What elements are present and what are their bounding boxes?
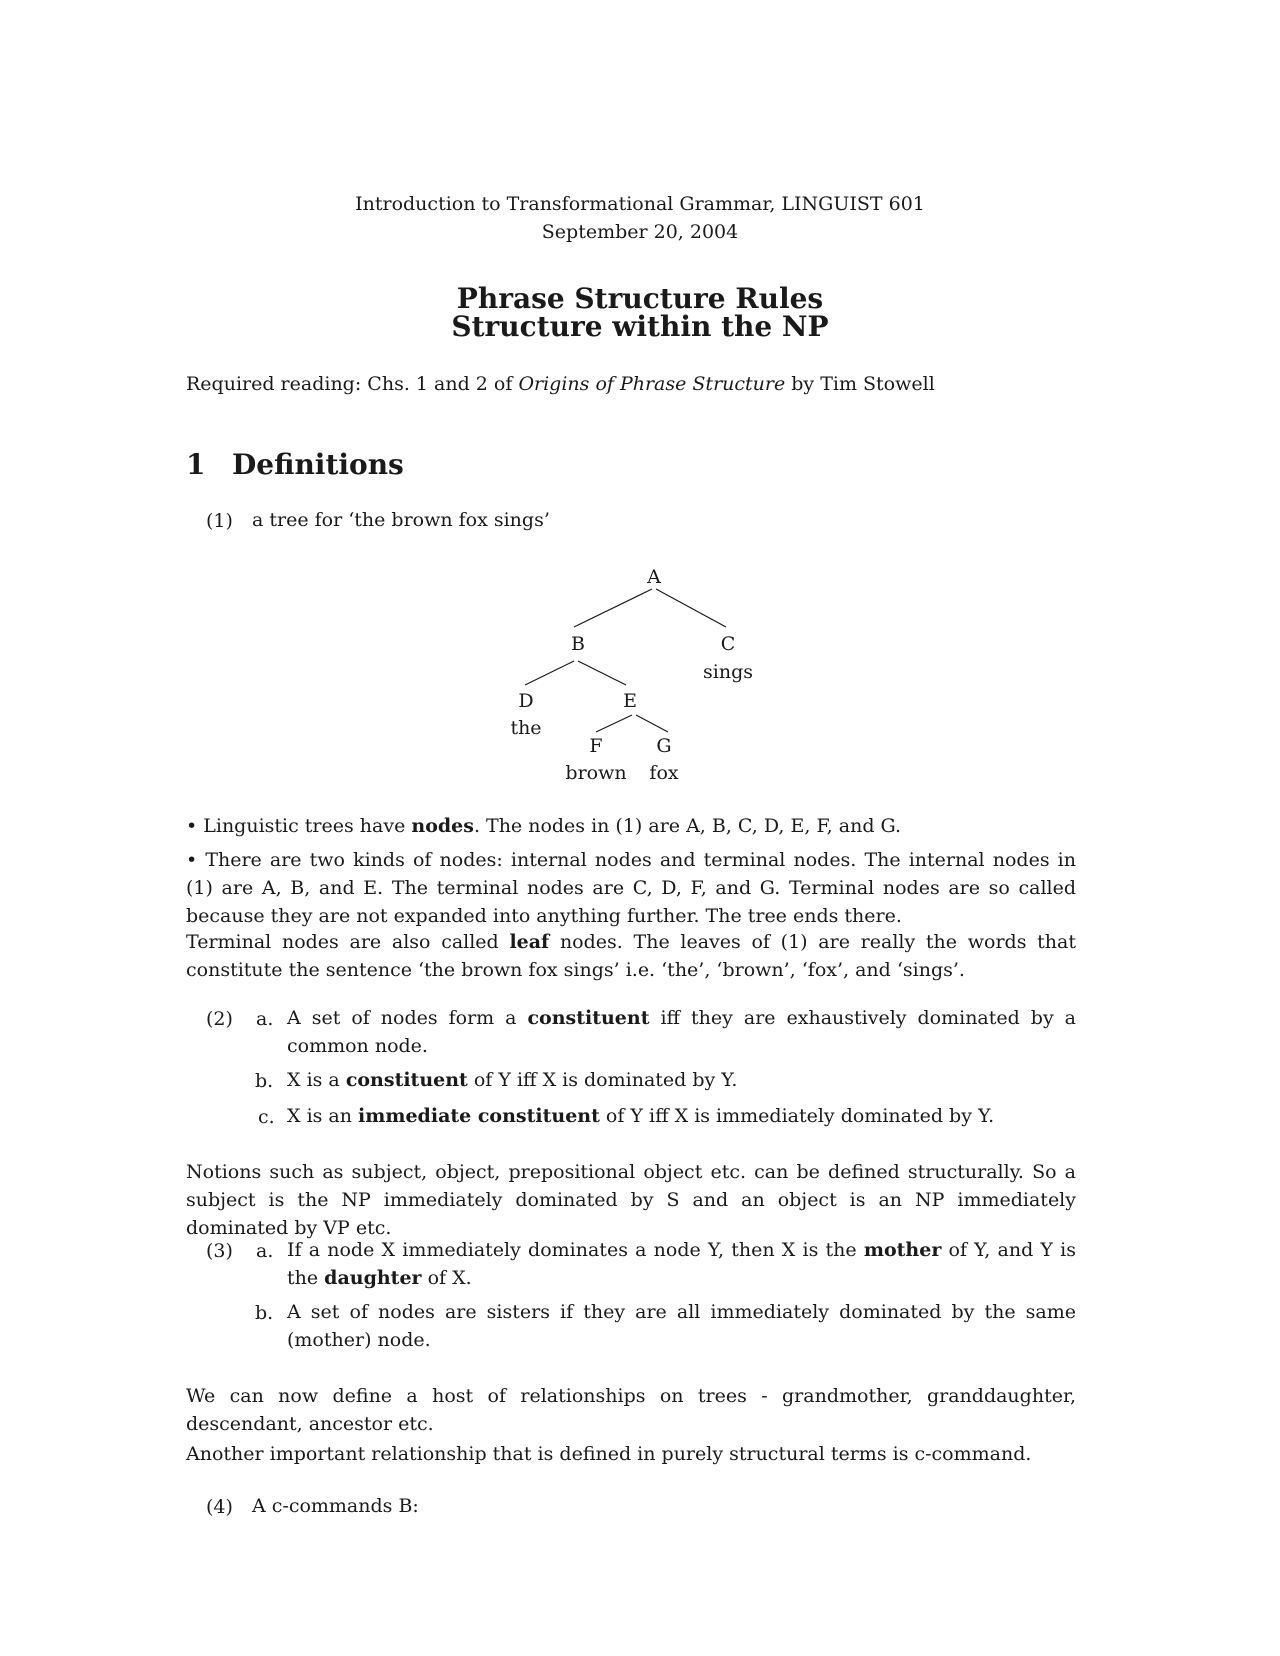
ex2c-post: of Y iff X is immediately dominated by Y. bbox=[599, 1105, 995, 1127]
c-command-paragraph: Another important relationship that is defined in purely structural terms is c-command. bbox=[186, 1443, 1032, 1465]
example-1-number: (1) bbox=[206, 510, 233, 532]
ex3a-pre: If a node X immediately dominates a node Y, then X is the bbox=[287, 1239, 864, 1261]
ex2b-pre: X is a bbox=[287, 1069, 346, 1091]
relations-paragraph: We can now define a host of relationships on trees - grandmother, granddaughter, descendant, ancestor etc. bbox=[186, 1385, 1076, 1435]
bullet-kinds-of-nodes: • There are two kinds of nodes: internal nodes and terminal nodes. The internal nodes in (1) are A, B, and E. The terminal nodes are C, D, F, and G. Terminal nodes are so called because they are not expanded into anything further. The tree ends there. bbox=[186, 849, 1076, 927]
node-f: F bbox=[589, 735, 603, 757]
ex2a-bold: constituent bbox=[527, 1007, 650, 1029]
node-c: C bbox=[720, 633, 736, 655]
example-3b-text: A set of nodes are sisters if they are all immediately dominated by the same (mother) node. bbox=[287, 1301, 1076, 1351]
ex3a-mid: of Y, and Y is the bbox=[287, 1239, 1076, 1289]
leaf-nodes-paragraph bbox=[186, 928, 1076, 984]
edge-b-e bbox=[578, 661, 626, 685]
example-1-text: a tree for ‘the brown fox sings’ bbox=[252, 509, 550, 531]
node-b: B bbox=[571, 633, 585, 655]
ex2a-post: iff they are exhaustively dominated by a common node. bbox=[287, 1007, 1076, 1057]
edge-a-c bbox=[656, 589, 726, 627]
bullet-1-bold: nodes bbox=[411, 815, 474, 837]
word-the: the bbox=[510, 717, 542, 739]
notions-paragraph: Notions such as subject, object, prepositional object etc. can be defined structurally. So a subject is the NP immediately dominated by S and an object is an NP immediately dominated by VP etc. bbox=[186, 1161, 1076, 1239]
example-2b-text bbox=[287, 1066, 1076, 1094]
ex2c-bold: immediate constituent bbox=[358, 1105, 600, 1127]
example-2c-label: c. bbox=[258, 1106, 275, 1128]
ex3a-bold-mother: mother bbox=[863, 1239, 942, 1261]
bullet-1-post: . The nodes in (1) are A, B, C, D, E, F, and G. bbox=[473, 815, 902, 837]
section-number: 1 bbox=[186, 448, 206, 481]
example-4-text: A c-commands B: bbox=[252, 1495, 419, 1517]
ex3a-bold-daughter: daughter bbox=[324, 1267, 422, 1289]
edge-b-d bbox=[525, 661, 574, 685]
date-header: September 20, 2004 bbox=[541, 221, 739, 243]
example-3-number: (3) bbox=[206, 1240, 233, 1262]
ex2c-pre: X is an bbox=[287, 1105, 359, 1127]
syntax-tree bbox=[0, 0, 1280, 800]
ex3a-post: of X. bbox=[421, 1267, 472, 1289]
node-e: E bbox=[623, 690, 637, 712]
example-2a-text bbox=[287, 1004, 1076, 1060]
node-a: A bbox=[647, 566, 661, 588]
example-4-number: (4) bbox=[206, 1496, 233, 1518]
leaf-bold: leaf bbox=[509, 931, 550, 953]
leaf-post: nodes. The leaves of (1) are really the words that constitute the sentence ‘the brown fox sings’ i.e. ‘the’, ‘brown’, ‘fox’, and ‘sings’. bbox=[186, 931, 1076, 981]
example-2-number: (2) bbox=[206, 1008, 233, 1030]
course-header: Introduction to Transformational Grammar, LINGUIST 601 bbox=[355, 193, 925, 215]
section-title: Definitions bbox=[232, 448, 404, 481]
edge-a-b bbox=[574, 589, 652, 627]
title-line-1: Phrase Structure Rules bbox=[456, 282, 824, 315]
example-3b-label: b. bbox=[255, 1302, 274, 1324]
word-brown: brown bbox=[565, 762, 627, 784]
example-2b-label: b. bbox=[255, 1070, 274, 1092]
ex2a-pre: A set of nodes form a bbox=[287, 1007, 528, 1029]
title-line-2: Structure within the NP bbox=[451, 310, 829, 343]
word-fox: fox bbox=[649, 762, 679, 784]
reading-prefix: Required reading: Chs. 1 and 2 of bbox=[186, 373, 519, 395]
example-3a-text bbox=[287, 1236, 1076, 1292]
word-sings: sings bbox=[703, 661, 753, 683]
bullet-1-pre: • Linguistic trees have bbox=[186, 815, 412, 837]
edge-e-f bbox=[596, 715, 632, 732]
leaf-pre: Terminal nodes are also called bbox=[186, 931, 510, 953]
ex2b-bold: constituent bbox=[345, 1069, 468, 1091]
ex2b-post: of Y iff X is dominated by Y. bbox=[467, 1069, 738, 1091]
example-2a-label: a. bbox=[256, 1008, 274, 1030]
example-2c-text bbox=[287, 1102, 1076, 1130]
node-g: G bbox=[656, 735, 672, 757]
example-3a-label: a. bbox=[256, 1240, 274, 1262]
bullet-nodes bbox=[186, 812, 1076, 840]
reading-book-title: Origins of Phrase Structure bbox=[518, 373, 786, 395]
edge-e-g bbox=[636, 715, 668, 732]
node-d: D bbox=[518, 690, 534, 712]
reading-suffix: by Tim Stowell bbox=[785, 373, 935, 395]
